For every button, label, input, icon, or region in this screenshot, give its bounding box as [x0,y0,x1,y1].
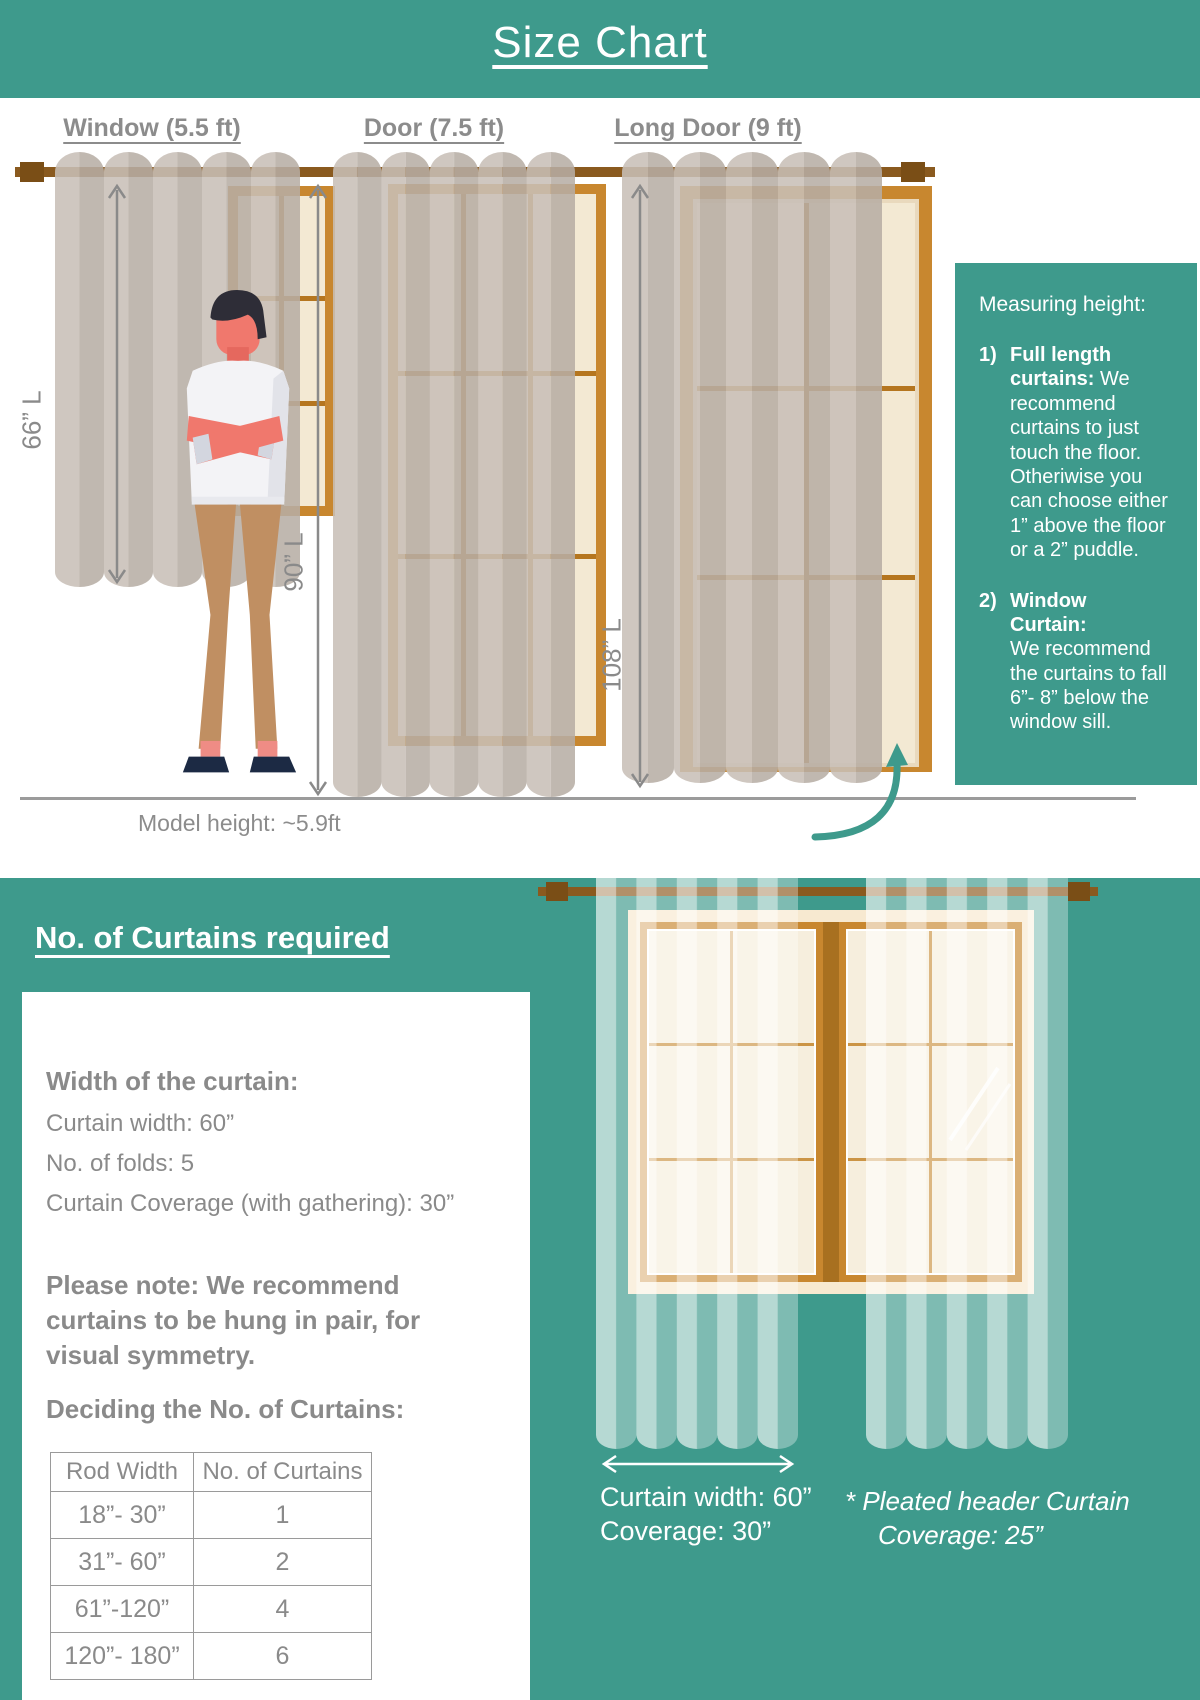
curved-arrow-icon [795,737,925,847]
curtain-width-line: Curtain width: 60” [46,1110,235,1137]
sheer-curtain-right [866,852,1068,1450]
measuring-item-2: 2) Window Curtain: We recommend the curtains to fall 6”- 8” below the window sill. [979,589,1167,734]
curtains-required-heading: No. of Curtains required [35,920,390,955]
col-rod-width: Rod Width [51,1453,194,1492]
measuring-item-1: 1) Full length curtains: We recommend curtains to just touch the floor. Otheriwise you can choose either 1” above the floor or a 2” puddle. [979,344,1168,562]
page-title: Size Chart [492,18,708,67]
length-label-90: 90” L [278,532,309,592]
label-window: Window (5.5 ft) [63,114,241,142]
table-row: 61”-120” 4 [51,1586,372,1633]
arrow-108in [628,182,652,790]
bottom-coverage-label: Coverage: 30” [600,1516,772,1546]
measuring-title: Measuring height: [979,293,1146,316]
window-center-post [823,922,839,1282]
pleated-note-line1: * Pleated header Curtain [845,1486,1130,1516]
table-header-row [51,1453,372,1492]
length-label-108: 108” L [596,618,627,692]
label-long-door: Long Door (9 ft) [614,114,802,142]
label-door: Door (7.5 ft) [363,114,505,142]
width-title: Width of the curtain: [46,1066,299,1096]
table-row: 18”- 30” 1 [51,1492,372,1539]
col-num-curtains: No. of Curtains [194,1453,372,1492]
arrow-66in [105,182,129,586]
rod-finial-left [20,162,44,182]
door-curtain-illustration [333,150,575,798]
long-door-curtain-illustration [622,150,882,784]
sheer-curtain-left [596,852,798,1450]
bottom-rod-finial-left [546,882,568,901]
curtain-width-arrow [600,1452,796,1476]
table-row: 31”- 60” 2 [51,1539,372,1586]
model-height-label: Model height: ~5.9ft [138,810,341,836]
curtains-info-card [22,992,530,1700]
pleated-note-line2: Coverage: 25” [878,1520,1043,1550]
measuring-height-box [955,263,1197,785]
pair-note: Please note: We recommend curtains to be hung in pair, for visual symmetry. [46,1270,421,1371]
folds-line: No. of folds: 5 [46,1150,195,1177]
rod-finial-right [901,162,925,182]
table-row: 120”- 180” 6 [51,1633,372,1680]
bottom-width-label: Curtain width: 60” [600,1482,812,1512]
rod-width-table [50,1452,372,1680]
coverage-line: Curtain Coverage (with gathering): 30” [46,1190,455,1217]
model-figure [158,288,318,800]
table-title: Deciding the No. of Curtains: [46,1394,405,1424]
floor-line [20,797,1136,800]
bottom-rod-finial-right [1068,882,1090,901]
length-label-66: 66” L [16,390,47,450]
